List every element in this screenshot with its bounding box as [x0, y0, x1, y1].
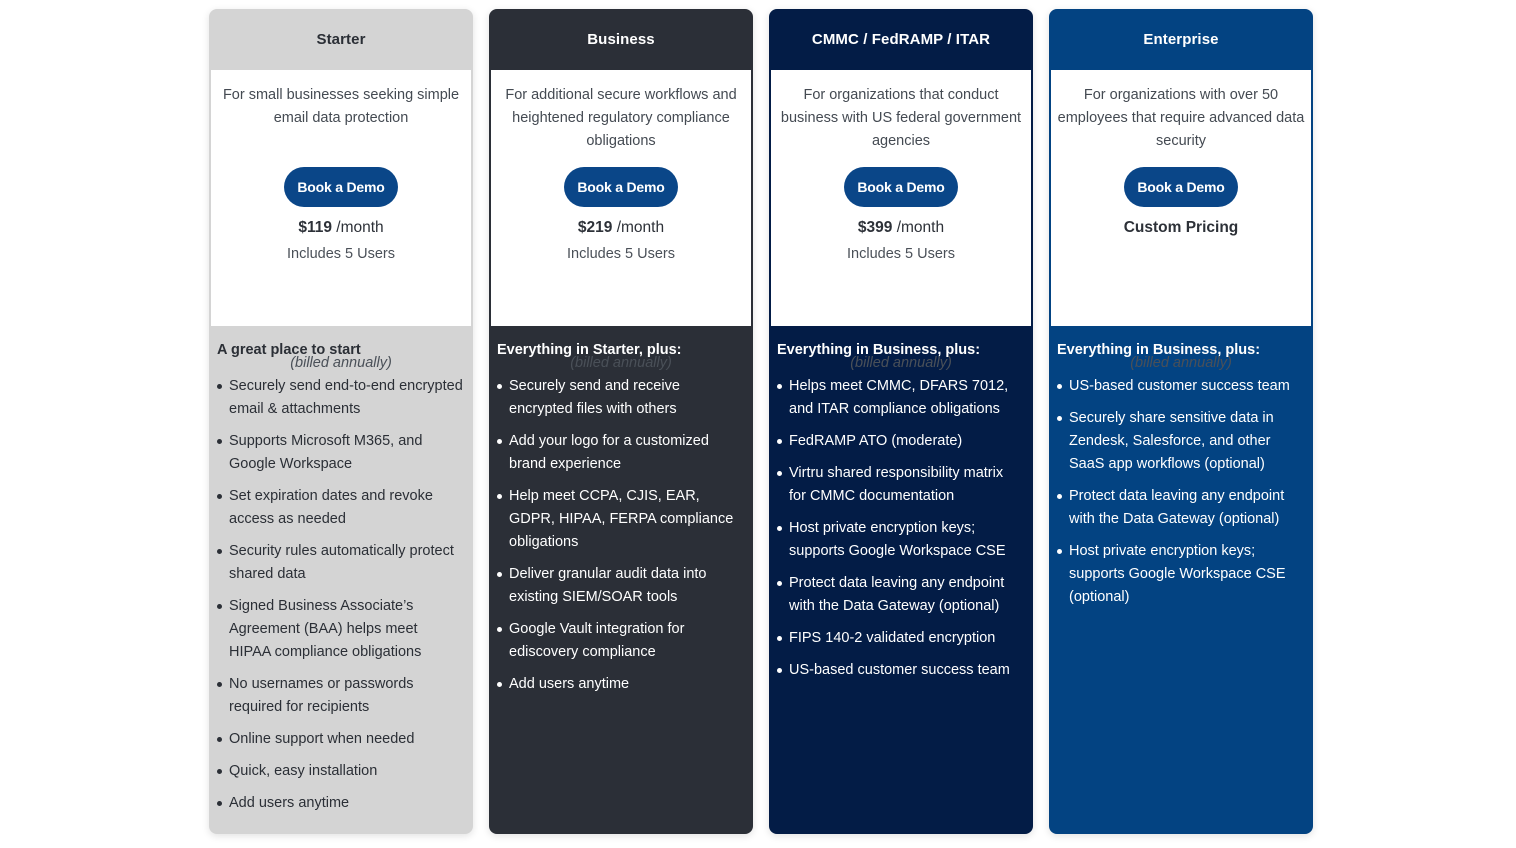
plan-name: Enterprise [1143, 31, 1219, 48]
book-demo-button[interactable]: Book a Demo [1124, 167, 1237, 207]
features-title: A great place to start [217, 342, 361, 358]
feature-item: Protect data leaving any endpoint with the Data Gateway (optional) [777, 572, 1025, 618]
feature-list [217, 375, 465, 815]
book-demo-button[interactable]: Book a Demo [564, 167, 677, 207]
feature-item: Google Vault integration for ediscovery compliance [497, 618, 745, 664]
feature-item: Virtru shared responsibility matrix for CMMC documentation [777, 462, 1025, 508]
price-amount: $219 [577, 219, 613, 236]
features-title: Everything in Business, plus: [1057, 342, 1261, 358]
feature-item: Online support when needed [217, 728, 465, 751]
feature-item: Quick, easy installation [217, 760, 465, 783]
feature-item: Security rules automatically protect shared data [217, 540, 465, 586]
feature-item: FIPS 140-2 validated encryption [777, 627, 1025, 650]
feature-item: US-based customer success team [1057, 375, 1305, 398]
plan-card-cmmc [769, 9, 1033, 834]
book-demo-button[interactable]: Book a Demo [284, 167, 397, 207]
plan-description: For small businesses seeking simple email data protection [222, 87, 460, 126]
feature-item: Help meet CCPA, CJIS, EAR, GDPR, HIPAA, FERPA compliance obligations [497, 485, 745, 554]
feature-item: Set expiration dates and revoke access as needed [217, 485, 465, 531]
included-users: Includes 5 Users [287, 246, 395, 262]
plan-name: CMMC / FedRAMP / ITAR [811, 31, 991, 48]
price-period: /month [896, 219, 945, 236]
feature-item: Host private encryption keys; supports Google Workspace CSE (optional) [1057, 540, 1305, 609]
price-period: /month [616, 219, 665, 236]
feature-list [497, 375, 745, 696]
plan-price [771, 219, 1031, 237]
book-demo-button[interactable]: Book a Demo [844, 167, 957, 207]
feature-item: Add users anytime [217, 792, 465, 815]
feature-item: Protect data leaving any endpoint with the Data Gateway (optional) [1057, 485, 1305, 531]
feature-item: Deliver granular audit data into existing SIEM/SOAR tools [497, 563, 745, 609]
plan-price [211, 219, 471, 237]
plan-name: Starter [316, 31, 366, 48]
feature-section [489, 326, 753, 696]
feature-item: Add users anytime [497, 673, 745, 696]
plan-card-business [489, 9, 753, 834]
feature-item: US-based customer success team [777, 659, 1025, 682]
included-users: Includes 5 Users [847, 246, 955, 262]
features-title: Everything in Business, plus: [777, 342, 981, 358]
plan-description: For additional secure workflows and heightened regulatory compliance obligations [505, 87, 737, 149]
price-period: /month [336, 219, 384, 236]
feature-item: Securely send end-to-end encrypted email & attachments [217, 375, 465, 421]
plan-card-enterprise [1049, 9, 1313, 834]
billing-note: (billed annually) [1130, 355, 1232, 371]
feature-list [777, 375, 1025, 682]
features-title: Everything in Starter, plus: [497, 342, 682, 358]
feature-item: FedRAMP ATO (moderate) [777, 430, 1025, 453]
plan-description: For organizations with over 50 employees that require advanced data security [1057, 87, 1305, 149]
feature-item: Add your logo for a customized brand experience [497, 430, 745, 476]
feature-item: No usernames or passwords required for recipients [217, 673, 465, 719]
feature-list [1057, 375, 1305, 609]
feature-item: Helps meet CMMC, DFARS 7012, and ITAR compliance obligations [777, 375, 1025, 421]
feature-item: Securely share sensitive data in Zendesk, Salesforce, and other SaaS app workflows (optional) [1057, 407, 1305, 476]
plan-card-starter [209, 9, 473, 834]
price-amount: $119 [298, 219, 332, 236]
feature-item: Securely send and receive encrypted files with others [497, 375, 745, 421]
custom-pricing: Custom Pricing [1123, 219, 1239, 236]
price-amount: $399 [857, 219, 893, 236]
feature-item: Signed Business Associate’s Agreement (BAA) helps meet HIPAA compliance obligations [217, 595, 465, 664]
feature-item: Host private encryption keys; supports Google Workspace CSE [777, 517, 1025, 563]
billing-note: (billed annually) [850, 355, 952, 371]
plan-price [1051, 219, 1311, 237]
feature-section [209, 326, 473, 815]
included-users: Includes 5 Users [567, 246, 675, 262]
feature-item: Supports Microsoft M365, and Google Workspace [217, 430, 465, 476]
billing-note: (billed annually) [290, 355, 392, 371]
feature-section [769, 326, 1033, 682]
plan-name: Business [587, 31, 655, 48]
pricing-table [209, 9, 1313, 834]
billing-note: (billed annually) [570, 355, 672, 371]
plan-price [491, 219, 751, 237]
plan-description: For organizations that conduct business with US federal government agencies [780, 87, 1022, 149]
